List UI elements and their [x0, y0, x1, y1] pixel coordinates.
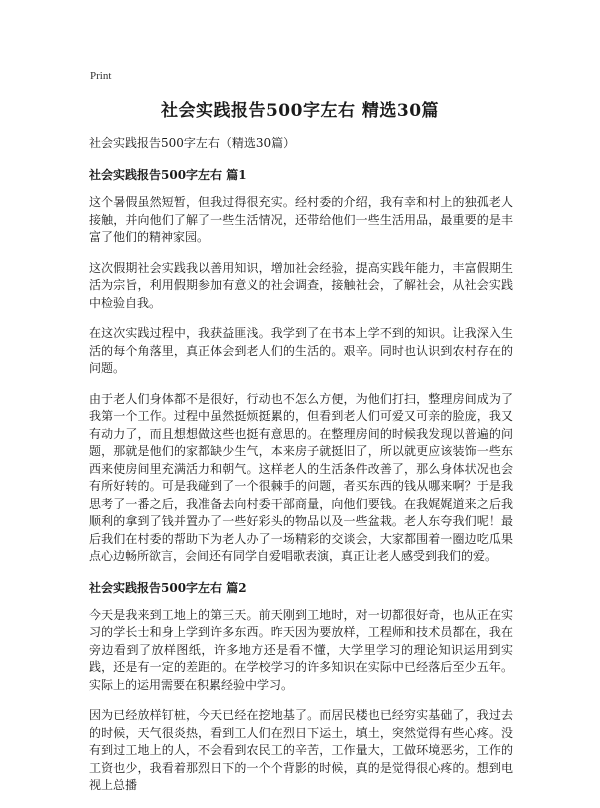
paragraph: 这次假期社会实践我以善用知识，增加社会经验，提高实践年能力，丰富假期生活为宗旨，利用假期参加有意义的社会调查，接触社会，了解社会，从社会实践中检验自我。	[89, 260, 513, 310]
document-title: 社会实践报告500字左右 精选30篇	[160, 101, 440, 121]
document-subtitle: 社会实践报告500字左右（精选30篇）	[89, 136, 296, 150]
section-heading-1: 社会实践报告500字左右 篇1	[89, 168, 247, 182]
paragraph: 由于老人们身体都不是很好，行动也不怎么方便，为他们打扫，整理房间成为了我第一个工作。过程中虽然挺烦挺累的，但看到老人们可爱又可亲的脸庞，我又有动力了，而且想想做这些也挺有意思的。在整理房间的时候我发现以普遍的问题，那就是他们的家都缺少生气，本来房子就挺旧了，所以就更应该装饰一些东西来使房间里充满活力和朝气。这样老人的生活条件改善了，那么身体状况也会有所好转的。可是我碰到了一个很棘手的问题，者买东西的钱从哪来啊？于是我思考了一番之后，我准备去向村委干部商量，向他们要钱。在我娓娓道来之后我顺利的拿到了钱并置办了一些好彩头的物品以及一些盆栽。老人东夸我们呢！最后我们在村委的帮助下为老人办了一场精彩的交谈会，大家都围着一圈边吃瓜果点心边畅所欲言，会间还有同学自爱唱歌表演，真正让老人感受到我们的爱。	[89, 391, 513, 563]
paragraph: 在这次实践过程中，我获益匪浅。我学到了在书本上学不到的知识。让我深入生活的每个角落里，真正体会到老人们的生活的。艰辛。同时也认识到农村存在的问题。	[89, 326, 513, 375]
document-body	[89, 134, 513, 808]
paragraph: 今天是我来到工地上的第三天。前天刚到工地时，对一切都很好奇，也从正在实习的学长士和身上学到许多东西。昨天因为要放样，工程师和技术员都在，我在旁边看到了放样图纸，许多地方还是看不懂，大学里学习的理论知识运用到实践，还是有一定的差距的。在学校学习的许多知识在实际中已经落后至少五年。实际上的运用需要在积累经验中学习。	[89, 607, 513, 692]
section-heading-2: 社会实践报告500字左右 篇2	[89, 580, 247, 595]
print-label: Print	[90, 70, 112, 82]
paragraph: 这个暑假虽然短暂，但我过得很充实。经村委的介绍，我有幸和村上的独孤老人接触，并向他们了解了一些生活情况，还带给他们一些生活用品，最重要的是丰富了他们的精神家园。	[89, 195, 513, 244]
paragraph: 因为已经放样钉桩，今天已经在挖地基了。而居民楼也已经穷实基础了，我过去的时候，天气很炎热，看到工人们在烈日下运土，填土，突然觉得有些心疼。没有到过工地上的人，不会看到农民工的辛苦，工作量大，工做环境恶劣，工作的工资也少，我看着那烈日下的一个个背影的时候，真的是觉得很心疼的。想到电视上总播	[89, 708, 513, 792]
